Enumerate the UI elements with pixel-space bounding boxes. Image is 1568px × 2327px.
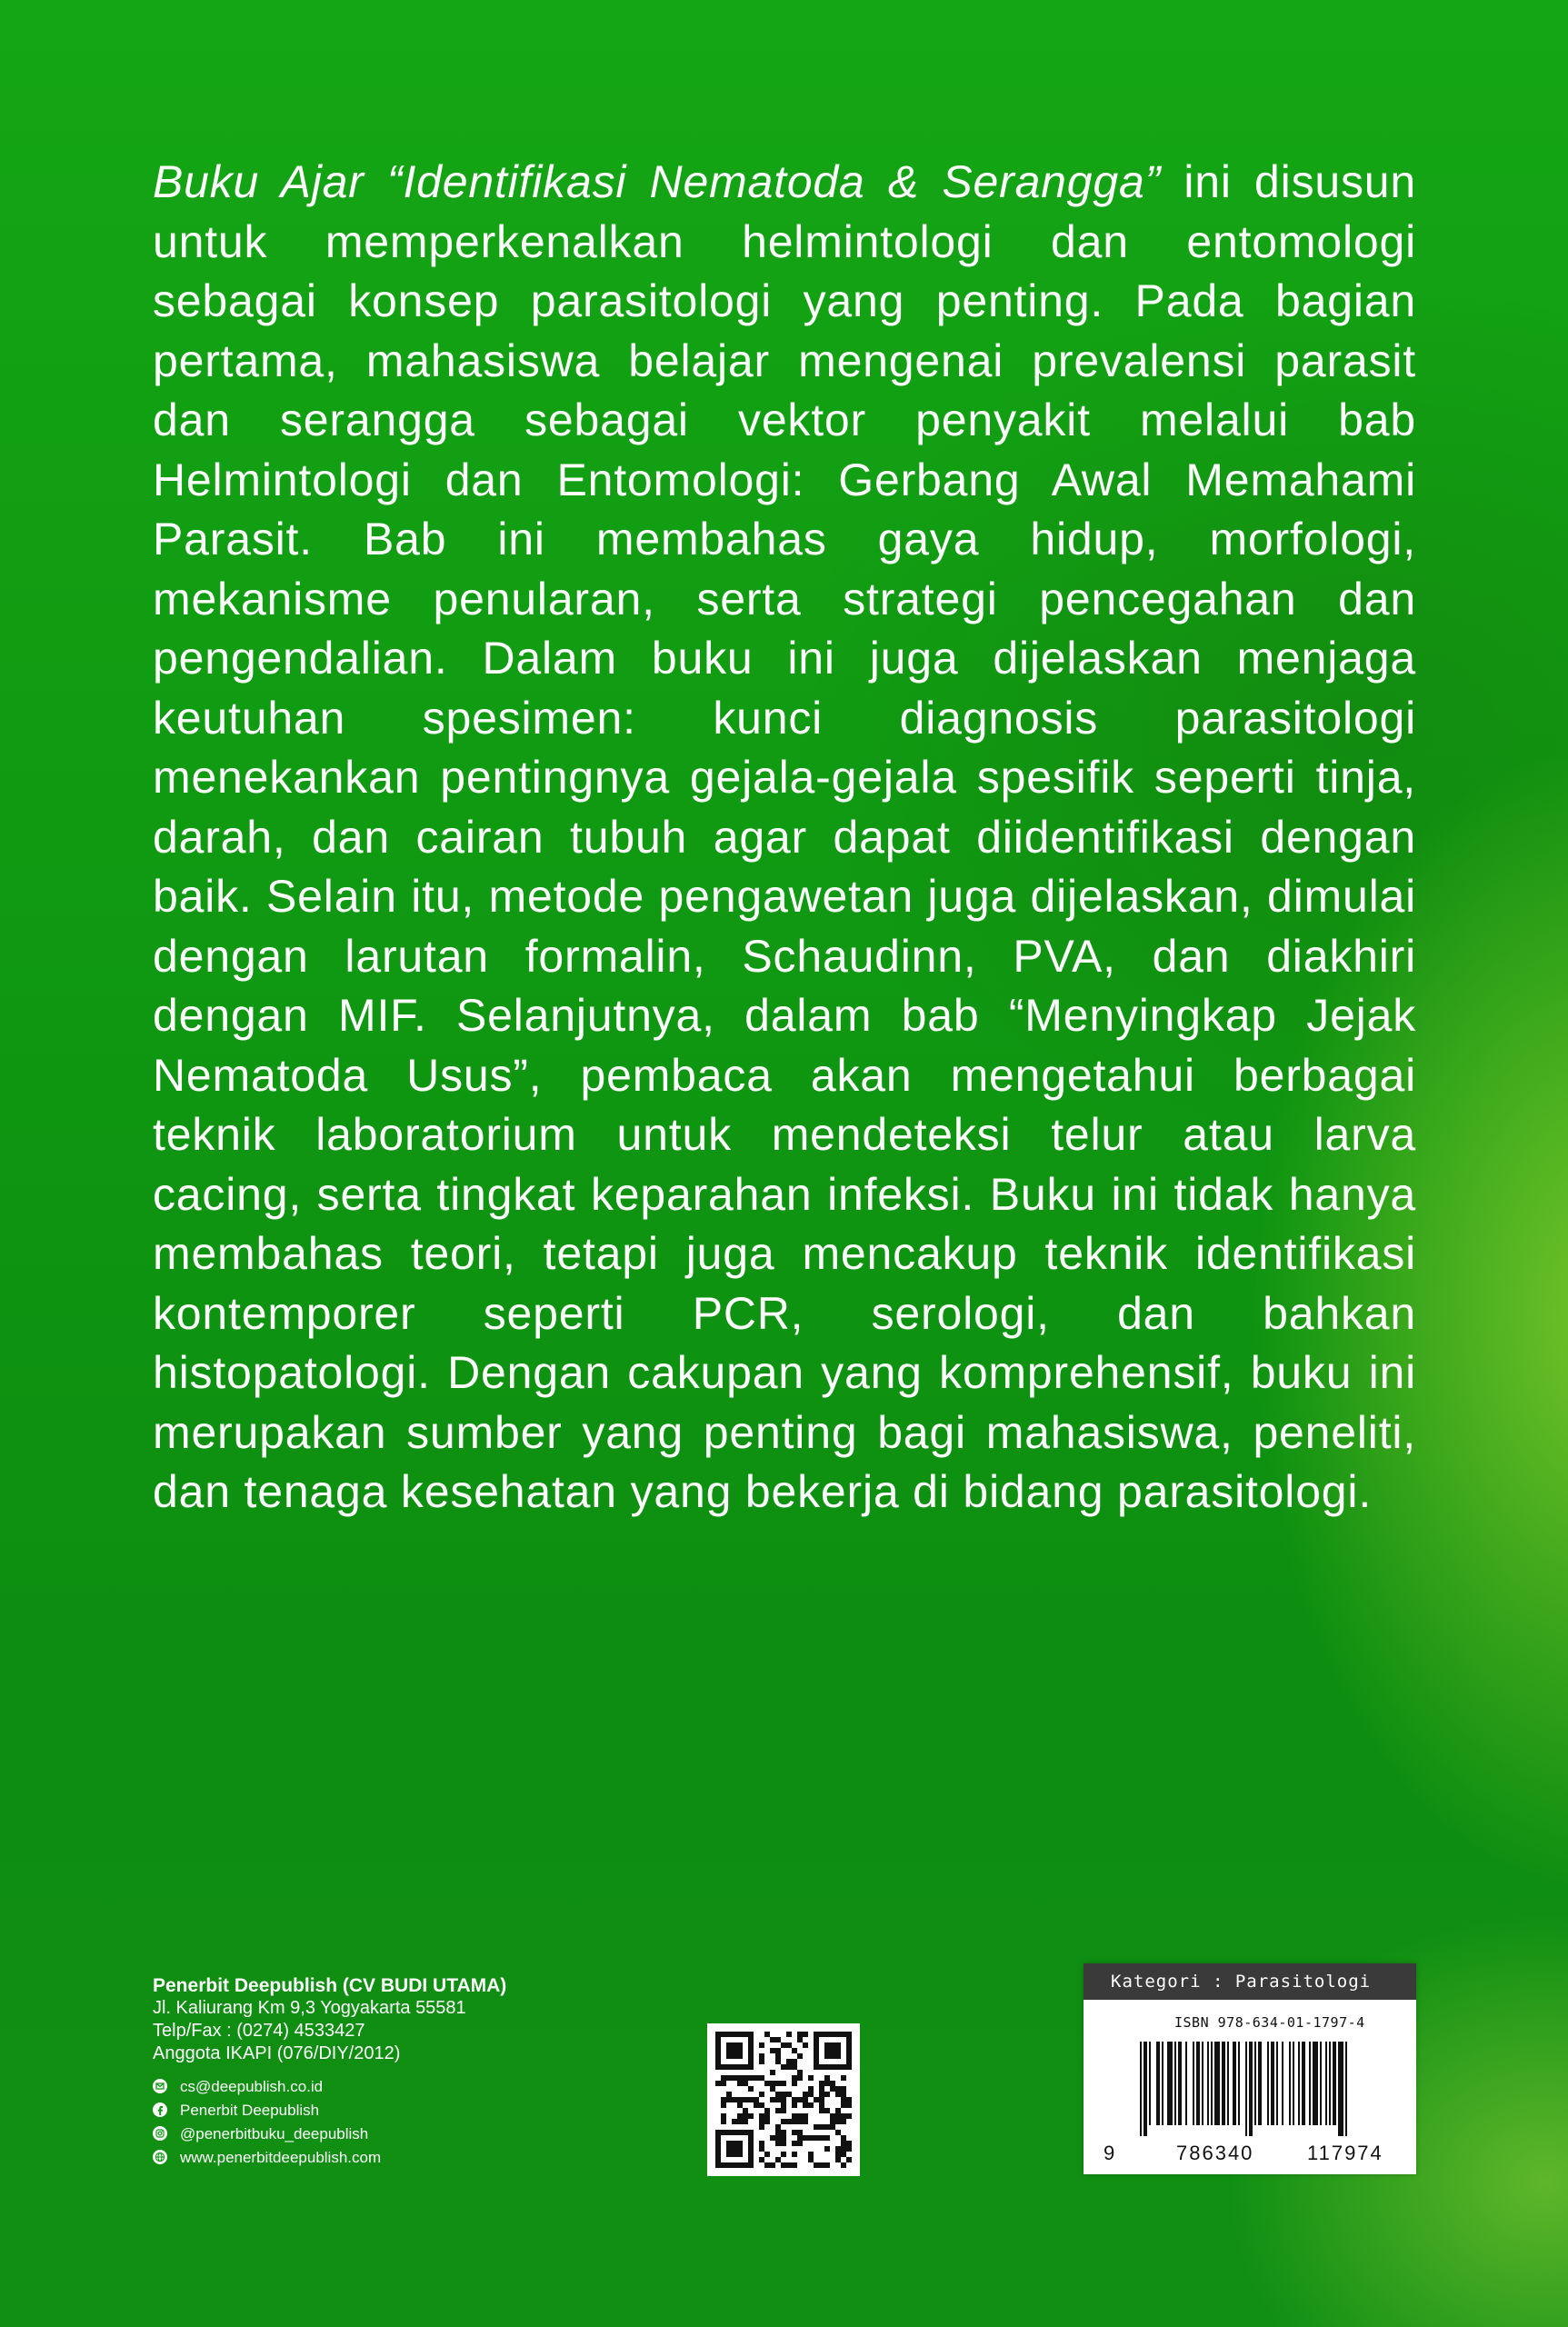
publisher-phone: Telp/Fax : (0274) 4533427 [153,2021,365,2041]
category-label: Kategori : Parasitologi [1084,1963,1416,2000]
barcode-digit-first: 9 [1104,2142,1117,2164]
publisher-membership: Anggota IKAPI (076/DIY/2012) [153,2043,401,2063]
contact-website[interactable] [153,2145,625,2169]
email-icon [153,2079,167,2093]
blurb-text: ini disusun untuk memperkenalkan helmintologi dan entomologi sebagai konsep parasitologi yang penting. Pada bagian pertama, mahasiswa belajar mengenai prevalensi parasit dan serangga sebagai vektor penyakit melalui bab Helmintologi dan Entomologi: Gerbang Awal Memahami Parasit. Bab ini membahas gaya hidup, morfologi, mekanisme penularan, serta strategi pencegahan dan pengendalian. Dalam buku ini juga dijelaskan menjaga keutuhan spesimen: kunci diagnosis parasitologi menekankan pentingnya gejala-gejala spesifik seperti tinja, darah, dan cairan tubuh agar dapat diidentifikasi dengan baik. Selain itu, metode pengawetan juga dijelaskan, dimulai dengan larutan formalin, Schaudinn, PVA, dan diakhiri dengan MIF. Selanjutnya, dalam bab “Menyingkap Jejak Nematoda Usus”, pembaca akan mengetahui berbagai teknik laboratorium untuk mendeteksi telur atau larva cacing, serta tingkat keparahan infeksi. Buku ini tidak hanya membahas teori, tetapi juga mencakup teknik identifikasi kontemporer seperti PCR, serologi, dan bahkan histopatologi. Dengan cakupan yang komprehensif, buku ini merupakan sumber yang penting bagi mahasiswa, peneliti, dan tenaga kesehatan yang bekerja di bidang parasitologi. [153,156,1416,1517]
publisher-info [153,1974,625,2169]
publisher-address: Jl. Kaliurang Km 9,3 Yogyakarta 55581 [153,1998,466,2018]
contact-instagram-text: @penerbitbuku_deepublish [180,2124,369,2142]
barcode-bars [1084,2042,1416,2140]
qr-code-pattern [707,2023,860,2176]
isbn-barcode-panel [1084,1963,1416,2174]
contact-email-text: cs@deepublish.co.id [180,2077,324,2095]
contact-facebook[interactable] [153,2098,625,2122]
qr-code[interactable] [707,2023,860,2176]
contact-facebook-text: Penerbit Deepublish [180,2101,320,2119]
barcode-digits-right: 117974 [1307,2142,1383,2164]
contact-website-text: www.penerbitdeepublish.com [180,2148,382,2166]
publisher-name: Penerbit Deepublish (CV BUDI UTAMA) [153,1975,507,1996]
book-title-italic: Buku Ajar “Identifikasi Nematoda & Serangga” [153,156,1162,207]
facebook-icon [153,2102,167,2117]
barcode-digits-left: 786340 [1176,2142,1254,2164]
globe-icon [153,2150,167,2164]
isbn-text: ISBN 978-634-01-1797-4 [1174,2014,1365,2031]
contact-list [153,2074,625,2169]
contact-email[interactable] [153,2074,625,2098]
back-cover-blurb [153,153,1416,1523]
contact-instagram[interactable] [153,2122,625,2145]
instagram-icon [153,2126,167,2141]
